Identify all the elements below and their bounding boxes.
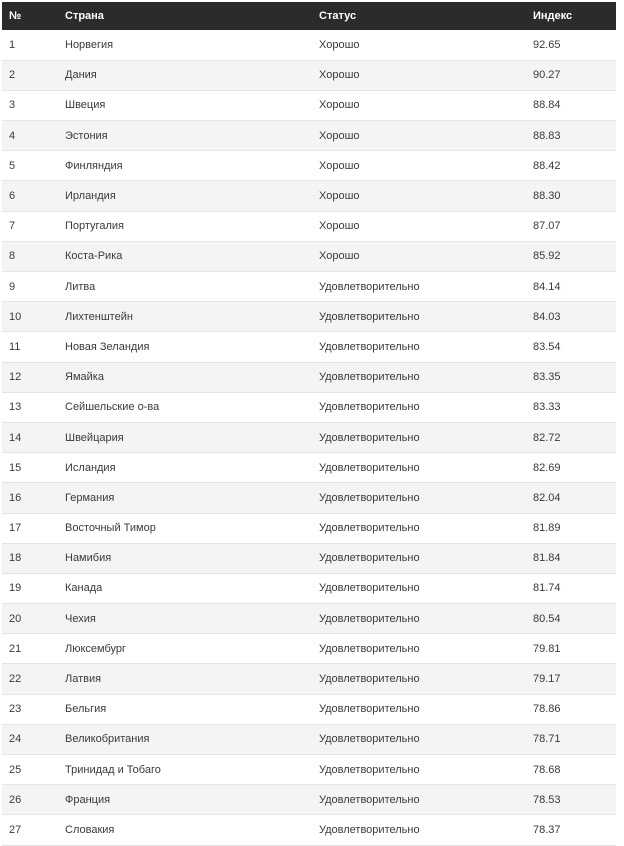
status-cell: Удовлетворительно [319, 724, 533, 754]
index-cell: 78.53 [533, 785, 616, 815]
country-cell: Лихтенштейн [65, 302, 319, 332]
country-cell: Германия [65, 483, 319, 513]
row-number: 25 [2, 755, 65, 785]
row-number: 13 [2, 392, 65, 422]
table-row [2, 332, 616, 362]
index-cell: 81.84 [533, 543, 616, 573]
status-cell: Хорошо [319, 60, 533, 90]
header-country: Страна [65, 10, 104, 22]
country-cell: Канада [65, 573, 319, 603]
index-cell: 84.14 [533, 272, 616, 302]
country-cell: Великобритания [65, 724, 319, 754]
row-number: 16 [2, 483, 65, 513]
country-cell: Швеция [65, 90, 319, 120]
index-cell: 82.04 [533, 483, 616, 513]
index-cell: 92.65 [533, 30, 616, 60]
row-number: 22 [2, 664, 65, 694]
country-cell: Бельгия [65, 694, 319, 724]
table-row [2, 211, 616, 241]
row-number: 27 [2, 815, 65, 845]
ranking-table [2, 2, 616, 846]
status-cell: Удовлетворительно [319, 453, 533, 483]
table-row [2, 604, 616, 634]
header-num: № [9, 10, 22, 22]
row-number: 20 [2, 604, 65, 634]
table-row [2, 543, 616, 573]
status-cell: Удовлетворительно [319, 634, 533, 664]
country-cell: Финляндия [65, 151, 319, 181]
row-number: 15 [2, 453, 65, 483]
country-cell: Франция [65, 785, 319, 815]
index-cell: 78.68 [533, 755, 616, 785]
table-row [2, 181, 616, 211]
status-cell: Удовлетворительно [319, 755, 533, 785]
table-row [2, 392, 616, 422]
country-cell: Исландия [65, 453, 319, 483]
status-cell: Хорошо [319, 181, 533, 211]
index-cell: 87.07 [533, 211, 616, 241]
country-cell: Намибия [65, 543, 319, 573]
index-cell: 82.72 [533, 422, 616, 452]
table-row [2, 453, 616, 483]
header-row [2, 2, 616, 30]
status-cell: Удовлетворительно [319, 332, 533, 362]
index-cell: 83.54 [533, 332, 616, 362]
row-number: 24 [2, 724, 65, 754]
row-number: 21 [2, 634, 65, 664]
index-cell: 88.30 [533, 181, 616, 211]
index-cell: 85.92 [533, 241, 616, 271]
table-row [2, 724, 616, 754]
table-row [2, 422, 616, 452]
row-number: 19 [2, 573, 65, 603]
table-row [2, 513, 616, 543]
index-cell: 79.81 [533, 634, 616, 664]
index-cell: 83.33 [533, 392, 616, 422]
country-cell: Португалия [65, 211, 319, 241]
country-cell: Дания [65, 60, 319, 90]
row-number: 3 [2, 90, 65, 120]
index-cell: 81.89 [533, 513, 616, 543]
table-row [2, 573, 616, 603]
status-cell: Удовлетворительно [319, 543, 533, 573]
index-cell: 82.69 [533, 453, 616, 483]
row-number: 1 [2, 30, 65, 60]
index-cell: 90.27 [533, 60, 616, 90]
country-cell: Ямайка [65, 362, 319, 392]
table-row [2, 90, 616, 120]
status-cell: Удовлетворительно [319, 392, 533, 422]
country-cell: Эстония [65, 121, 319, 151]
index-cell: 88.42 [533, 151, 616, 181]
status-cell: Хорошо [319, 241, 533, 271]
index-cell: 79.17 [533, 664, 616, 694]
table-row [2, 302, 616, 332]
row-number: 17 [2, 513, 65, 543]
row-number: 8 [2, 241, 65, 271]
row-number: 10 [2, 302, 65, 332]
status-cell: Хорошо [319, 211, 533, 241]
table-body [2, 30, 616, 845]
index-cell: 78.37 [533, 815, 616, 845]
country-cell: Латвия [65, 664, 319, 694]
country-cell: Люксембург [65, 634, 319, 664]
row-number: 23 [2, 694, 65, 724]
table-row [2, 30, 616, 60]
row-number: 11 [2, 332, 65, 362]
country-cell: Новая Зеландия [65, 332, 319, 362]
header-index: Индекс [533, 10, 573, 22]
country-cell: Швейцария [65, 422, 319, 452]
table-row [2, 785, 616, 815]
status-cell: Удовлетворительно [319, 483, 533, 513]
index-cell: 88.83 [533, 121, 616, 151]
status-cell: Хорошо [319, 90, 533, 120]
index-cell: 83.35 [533, 362, 616, 392]
index-cell: 78.71 [533, 724, 616, 754]
status-cell: Удовлетворительно [319, 513, 533, 543]
index-cell: 84.03 [533, 302, 616, 332]
status-cell: Удовлетворительно [319, 785, 533, 815]
table-row [2, 241, 616, 271]
index-cell: 81.74 [533, 573, 616, 603]
row-number: 6 [2, 181, 65, 211]
index-cell: 88.84 [533, 90, 616, 120]
status-cell: Удовлетворительно [319, 302, 533, 332]
status-cell: Удовлетворительно [319, 694, 533, 724]
row-number: 12 [2, 362, 65, 392]
country-cell: Восточный Тимор [65, 513, 319, 543]
country-cell: Ирландия [65, 181, 319, 211]
status-cell: Хорошо [319, 121, 533, 151]
country-cell: Норвегия [65, 30, 319, 60]
table-row [2, 60, 616, 90]
table-row [2, 483, 616, 513]
table-row [2, 362, 616, 392]
row-number: 4 [2, 121, 65, 151]
status-cell: Удовлетворительно [319, 362, 533, 392]
row-number: 7 [2, 211, 65, 241]
row-number: 26 [2, 785, 65, 815]
status-cell: Удовлетворительно [319, 604, 533, 634]
table-row [2, 121, 616, 151]
table-row [2, 815, 616, 845]
table-row [2, 755, 616, 785]
table-row [2, 664, 616, 694]
row-number: 14 [2, 422, 65, 452]
row-number: 18 [2, 543, 65, 573]
country-cell: Тринидад и Тобаго [65, 755, 319, 785]
status-cell: Удовлетворительно [319, 664, 533, 694]
row-number: 2 [2, 60, 65, 90]
country-cell: Коста-Рика [65, 241, 319, 271]
index-cell: 80.54 [533, 604, 616, 634]
table-header [2, 2, 616, 30]
status-cell: Удовлетворительно [319, 272, 533, 302]
status-cell: Удовлетворительно [319, 815, 533, 845]
country-cell: Литва [65, 272, 319, 302]
table-row [2, 151, 616, 181]
table-row [2, 272, 616, 302]
country-cell: Словакия [65, 815, 319, 845]
status-cell: Хорошо [319, 30, 533, 60]
country-cell: Сейшельские о-ва [65, 392, 319, 422]
row-number: 9 [2, 272, 65, 302]
header-status: Статус [319, 10, 357, 22]
ranking-table-container [2, 2, 616, 846]
country-cell: Чехия [65, 604, 319, 634]
status-cell: Удовлетворительно [319, 422, 533, 452]
row-number: 5 [2, 151, 65, 181]
table-row [2, 634, 616, 664]
status-cell: Хорошо [319, 151, 533, 181]
table-row [2, 694, 616, 724]
status-cell: Удовлетворительно [319, 573, 533, 603]
index-cell: 78.86 [533, 694, 616, 724]
